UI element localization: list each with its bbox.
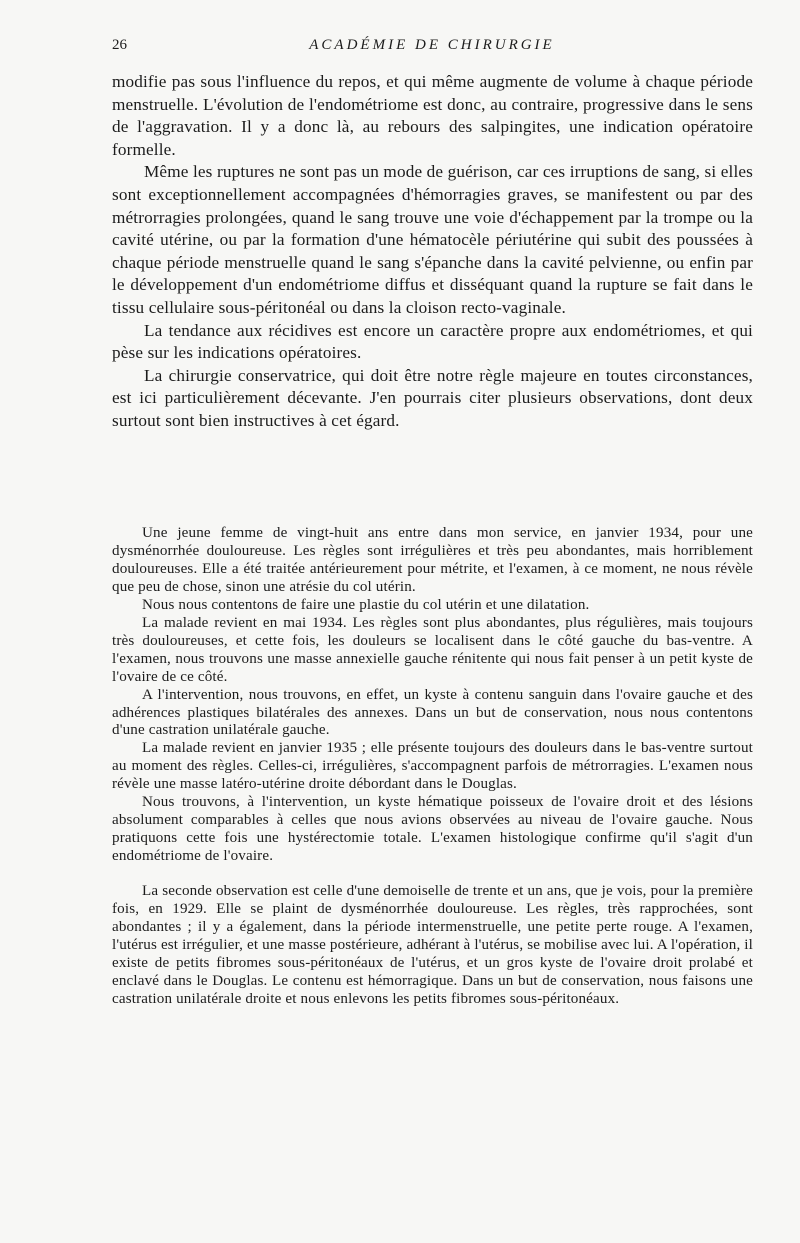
body-paragraph: modifie pas sous l'influence du repos, et qui même augmente de volume à chaque période menstruelle. L'évolution de l'endométriome est donc, au contraire, progressive dans le sens de l'aggravation. Il y a donc là, au rebours des salpingites, une indication opératoire formelle. <box>112 72 753 159</box>
case-paragraph: La malade revient en janvier 1935 ; elle présente toujours des douleurs dans le bas-ventre surtout au moment des règles. Celles-ci, irrégulières, s'accompagnent parfois de métrorragies. L'examen nous révèle une masse latéro-utérine droite débordant dans le Douglas. <box>112 740 753 793</box>
running-header <box>112 37 752 59</box>
main-text <box>112 71 753 433</box>
body-paragraph: Même les ruptures ne sont pas un mode de guérison, car ces irruptions de sang, si elles sont exceptionnellement accompagnées d'hémorragies graves, se manifestent ou par des métrorragies prolongées, quand le sang trouve une voie d'échappement par la trompe ou la cavité utérine, ou par la formation d'une hématocèle périutérine qui subit des poussées à chaque période menstruelle quand le sang s'épanche dans la cavité pelvienne, ou enfin par le développement d'un endométriome diffus et disséquant quand la rupture se fait dans le tissu cellulaire sous-péritonéal ou dans la cloison recto-vaginale. <box>112 162 753 317</box>
case-observations <box>112 525 753 1009</box>
case-paragraph: La malade revient en mai 1934. Les règles sont plus abondantes, plus régulières, mais toujours très douloureuses, et cette fois, les douleurs se localisent dans le côté gauche du bas-ventre. A l'examen, nous trouvons une masse annexielle gauche rénitente qui nous fait penser à un petit kyste de l'ovaire de ce côté. <box>112 614 753 685</box>
body-paragraph: La chirurgie conservatrice, qui doit être notre règle majeure en toutes circonstances, est ici particulièrement décevante. J'en pourrais citer plusieurs observations, dont deux surtout sont bien instructives à cet égard. <box>112 365 753 430</box>
case-paragraph: A l'intervention, nous trouvons, en effet, un kyste à contenu sanguin dans l'ovaire gauche et des adhérences plastiques bilatérales des annexes. Dans un but de conservation, nous nous contentons d'une castration unilatérale gauche. <box>112 686 753 739</box>
case-paragraph: Nous nous contentons de faire une plastie du col utérin et une dilatation. <box>142 596 590 613</box>
running-title: ACADÉMIE DE CHIRURGIE <box>309 37 555 53</box>
case-paragraph: Nous trouvons, à l'intervention, un kyste hématique poisseux de l'ovaire droit et des lésions absolument comparables à celles que nous avions observées au niveau de l'ovaire gauche. Nous pratiquons cette fois une hystérectomie totale. L'examen histologique confirme qu'il s'agit d'un endométriome de l'ovaire. <box>112 794 753 865</box>
body-paragraph: La tendance aux récidives est encore un caractère propre aux endométriomes, et qui pèse sur les indications opératoires. <box>112 320 753 363</box>
case-paragraph: La seconde observation est celle d'une demoiselle de trente et un ans, que je vois, pour la première fois, en 1929. Elle se plaint de dysménorrhée douloureuse. Les règles, très rapprochées, sont abondantes ; il y a également, dans la période intermenstruelle, une petite perte rouge. A l'examen, l'utérus est irrégulier, et une masse postérieure, adhérant à l'utérus, se mobilise avec lui. A l'opération, il existe de petits fibromes sous-péritonéaux de l'utérus, et un gros kyste de l'ovaire droit prolabé et enclavé dans le Douglas. Le contenu est hémorragique. Dans un but de conservation, nous faisons une castration unilatérale droite et nous enlevons les petits fibromes sous-péritonéaux. <box>112 883 753 1007</box>
case-paragraph: Une jeune femme de vingt-huit ans entre dans mon service, en janvier 1934, pour une dysménorrhée douloureuse. Les règles sont irrégulières et très peu abondantes, mais horriblement douloureuses. Elle a été traitée antérieurement pour métrite, et l'examen, à ce moment, ne nous révèle que peu de chose, sinon une atrésie du col utérin. <box>112 525 753 595</box>
page-number: 26 <box>112 37 127 53</box>
